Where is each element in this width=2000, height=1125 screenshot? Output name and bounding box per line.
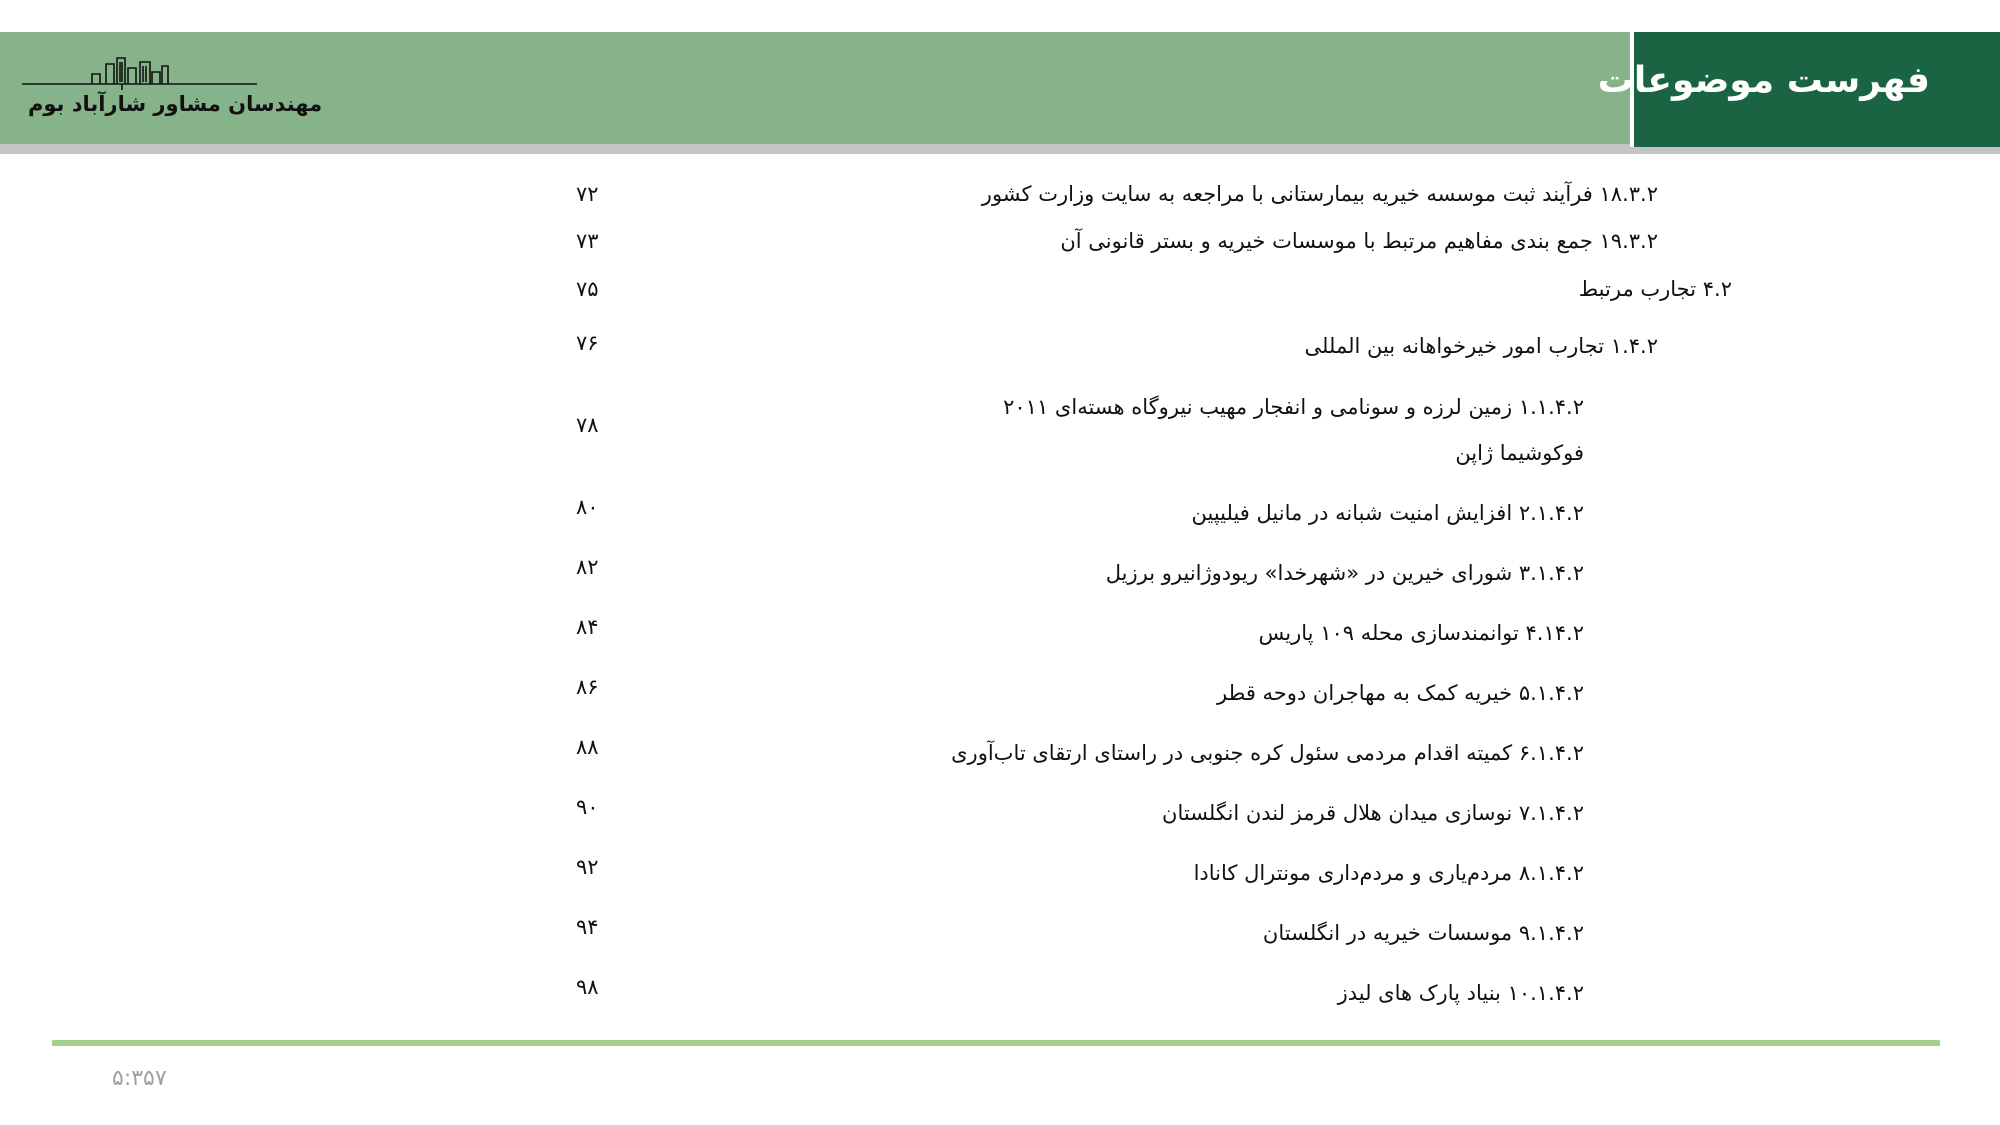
page-title: فهرست موضوعات — [1597, 60, 1930, 101]
toc-page-number: ۸۶ — [576, 675, 599, 699]
toc-entry[interactable]: ۴.۲ تجارب مرتبط — [1578, 277, 1732, 301]
toc-page-number: ۹۲ — [576, 855, 599, 879]
toc-entry[interactable]: ۵.۱.۴.۲ خیریه کمک به مهاجران دوحه قطر — [1217, 681, 1584, 705]
toc-entry[interactable]: ۹.۱.۴.۲ موسسات خیریه در انگلستان — [1262, 921, 1584, 945]
toc-entry[interactable]: ۸.۱.۴.۲ مردم‌یاری و مردم‌داری مونترال کانادا — [1193, 861, 1584, 885]
toc-entry[interactable]: ۲.۱.۴.۲ افزایش امنیت شبانه در مانیل فیلیپین — [1191, 501, 1584, 525]
toc-page-number: ۸۲ — [576, 555, 599, 579]
toc-page-number: ۷۸ — [576, 413, 599, 437]
toc-entry[interactable]: ۱.۱.۴.۲ زمین لرزه و سونامی و انفجار مهیب نیروگاه هسته‌ای ۲۰۱۱ — [1003, 395, 1584, 419]
toc-page-number: ۸۰ — [576, 495, 599, 519]
toc-entry[interactable]: ۴.۱۴.۲ توانمندسازی محله ۱۰۹ پاریس — [1258, 621, 1584, 645]
toc-page-number: ۷۲ — [576, 182, 599, 206]
toc-entry[interactable]: ۳.۱.۴.۲ شورای خیرین در «شهرخدا» ریودوژانیرو برزیل — [1105, 561, 1584, 585]
toc-page-number: ۹۴ — [576, 915, 599, 939]
footer-divider — [52, 1040, 1940, 1046]
toc-page-number: ۷۶ — [576, 331, 599, 355]
toc-page-number: ۷۵ — [576, 277, 599, 301]
toc-page-number: ۹۰ — [576, 795, 599, 819]
slide-number: ۵:۳۵۷ — [112, 1066, 167, 1091]
toc-entry[interactable]: ۱۰.۱.۴.۲ بنیاد پارک های لیدز — [1337, 981, 1584, 1005]
toc-page-number: ۸۴ — [576, 615, 599, 639]
toc-entry[interactable]: ۶.۱.۴.۲ کمیته اقدام مردمی سئول کره جنوبی در راستای ارتقای تاب‌آوری — [951, 741, 1584, 765]
toc-page-number: ۹۸ — [576, 975, 599, 999]
toc-entry[interactable]: ۱۸.۳.۲ فرآیند ثبت موسسه خیریه بیمارستانی با مراجعه به سایت وزارت کشور — [981, 182, 1658, 206]
toc-page-number: ۷۳ — [576, 229, 599, 253]
toc-entry[interactable]: ۱۹.۳.۲ جمع بندی مفاهیم مرتبط با موسسات خیریه و بستر قانونی آن — [1060, 229, 1658, 253]
company-name: مهندسان مشاور شارآباد بوم — [28, 92, 323, 116]
toc-entry[interactable]: ۷.۱.۴.۲ نوسازی میدان هلال قرمز لندن انگلستان — [1162, 801, 1584, 825]
toc-entry-continuation[interactable]: فوکوشیما ژاپن — [1455, 441, 1584, 465]
toc-entry[interactable]: ۱.۴.۲ تجارب امور خیرخواهانه بین المللی — [1304, 334, 1658, 358]
toc-page-number: ۸۸ — [576, 735, 599, 759]
